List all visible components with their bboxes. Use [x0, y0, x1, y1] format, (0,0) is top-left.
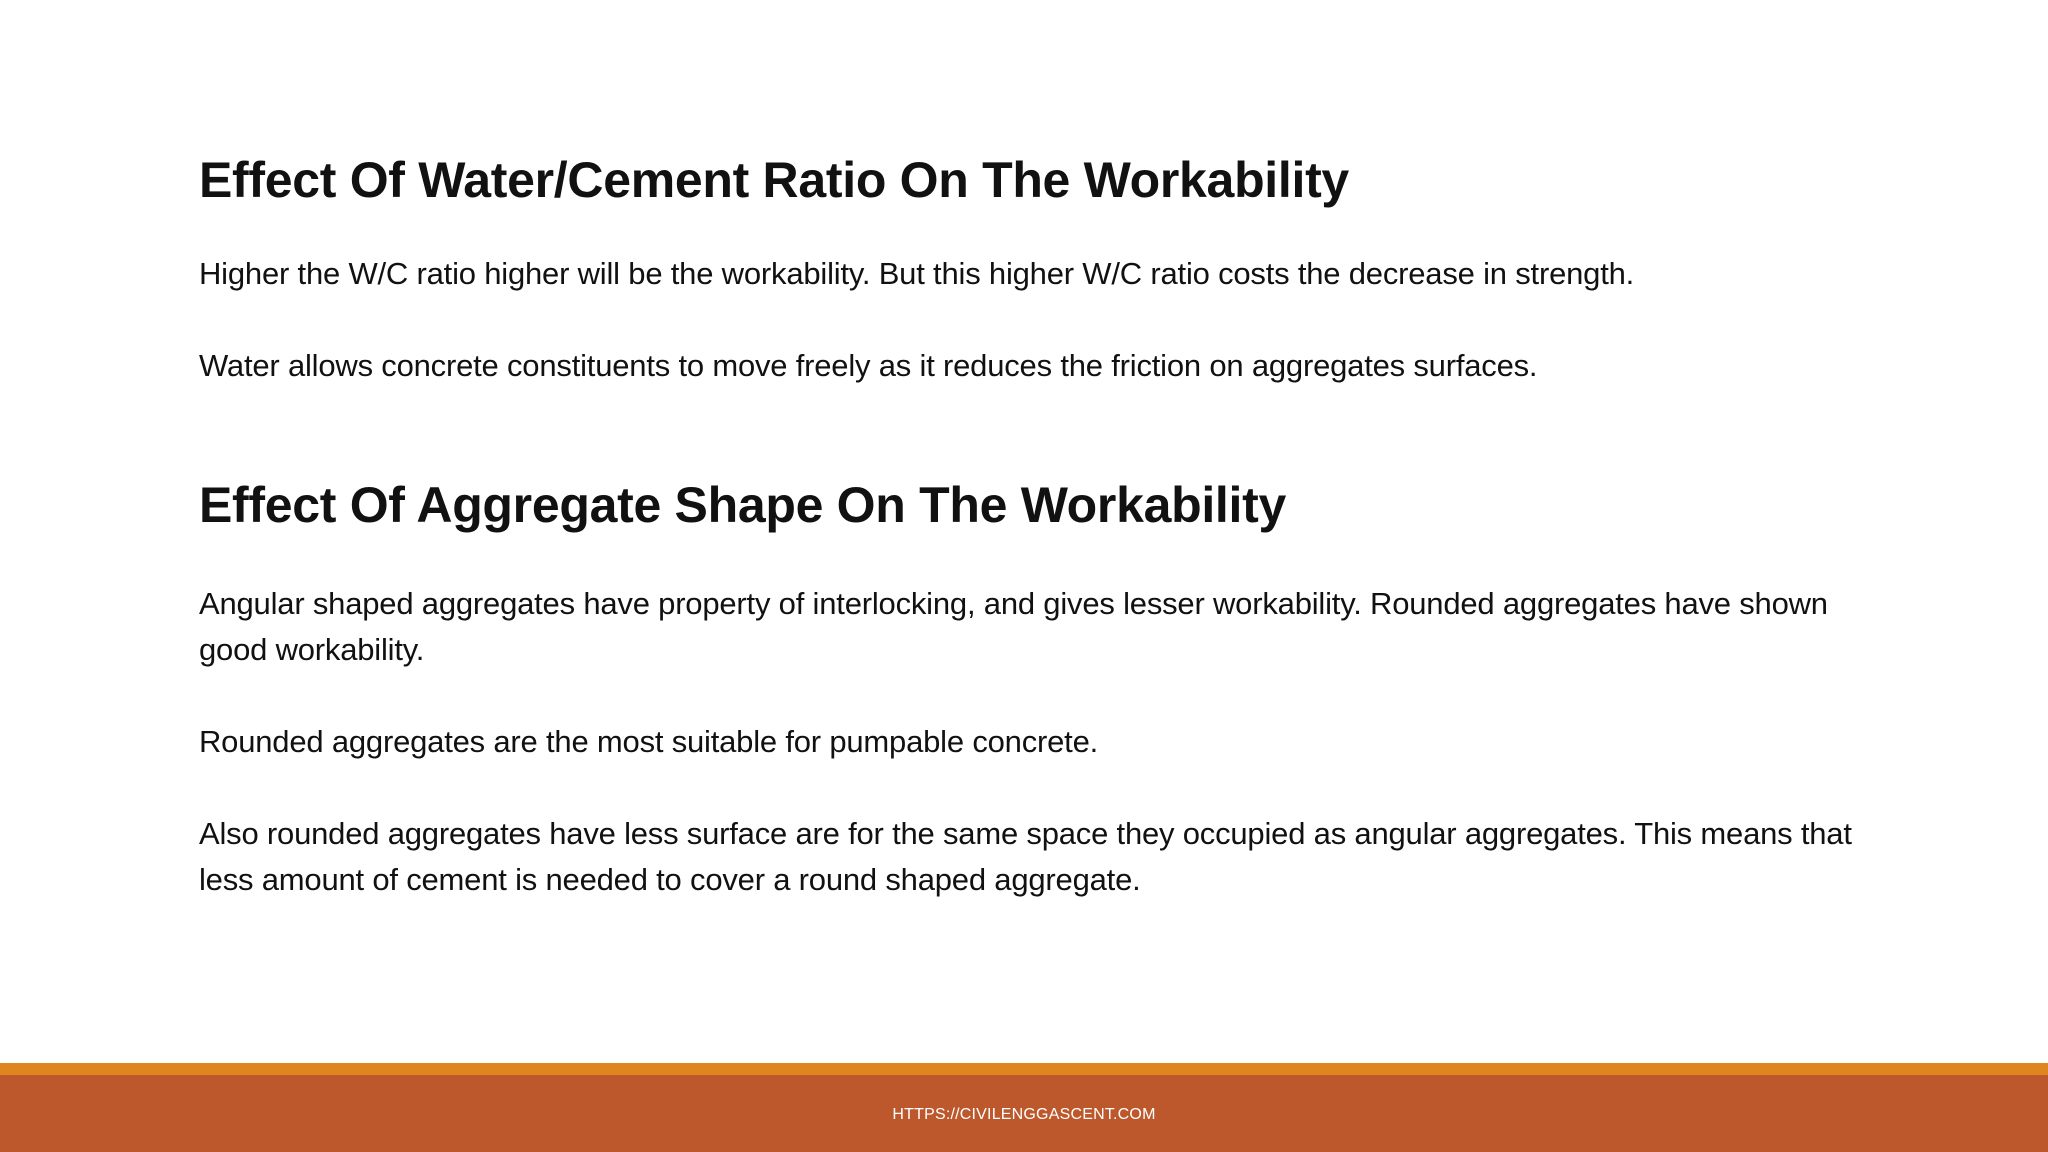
paragraph-water-friction: Water allows concrete constituents to move freely as it reduces the friction on aggregates surfaces. [199, 348, 1538, 383]
paragraph-pumpable-concrete: Rounded aggregates are the most suitable for pumpable concrete. [199, 724, 1099, 759]
paragraph-wc-ratio-strength: Higher the W/C ratio higher will be the workability. But this higher W/C ratio costs the decrease in strength. [199, 256, 1635, 291]
footer-accent-stripe [0, 1063, 2048, 1075]
paragraph-angular-aggregates: Angular shaped aggregates have property of interlocking, and gives lesser workability. Rounded aggregates have shown good workability. [199, 586, 1828, 667]
section-heading-wc-ratio: Effect Of Water/Cement Ratio On The Workability [199, 152, 1349, 208]
footer-url: HTTPS://CIVILENGGASCENT.COM [892, 1106, 1156, 1123]
slide-content [199, 150, 1899, 903]
paragraph-surface-area: Also rounded aggregates have less surface are for the same space they occupied as angular aggregates. This means that less amount of cement is needed to cover a round shaped aggregate. [199, 816, 1852, 897]
section-heading-aggregate-shape: Effect Of Aggregate Shape On The Workability [199, 477, 1286, 533]
